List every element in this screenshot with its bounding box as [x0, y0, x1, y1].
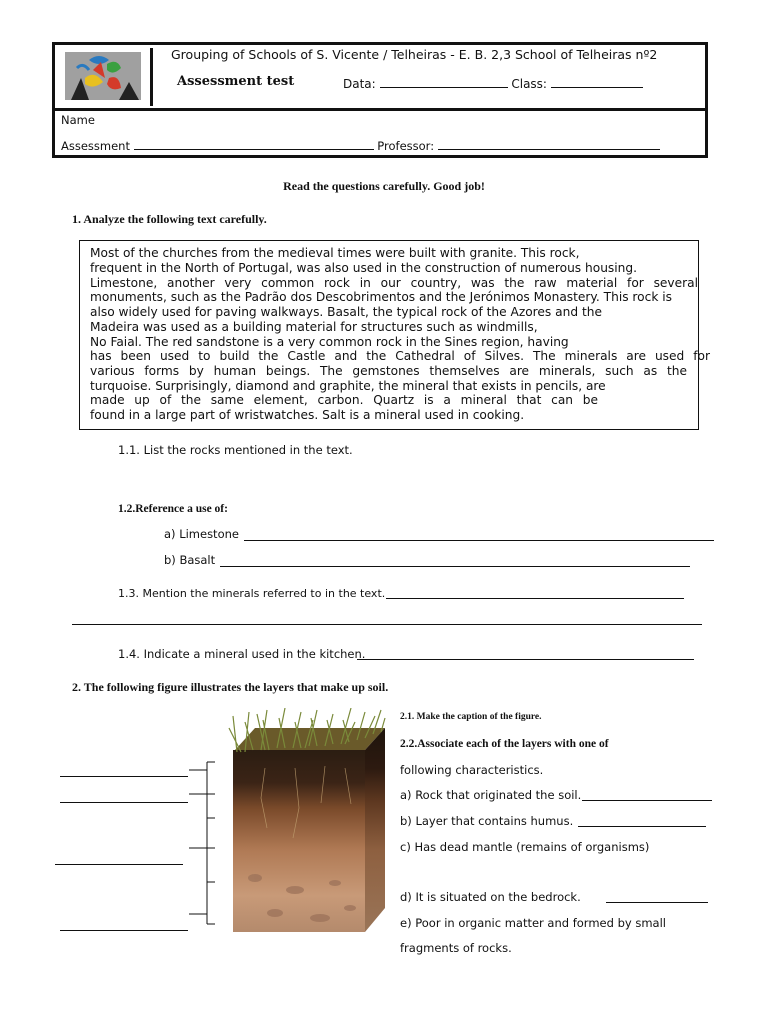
header-top: [55, 45, 705, 111]
date-class-row: [343, 77, 643, 91]
question-1-2a: a) Limestone: [164, 527, 239, 541]
answer-line-1-3[interactable]: [386, 598, 684, 599]
characteristic-c: c) Has dead mantle (remains of organisms): [400, 840, 650, 854]
assessment-field[interactable]: [134, 139, 374, 150]
layer-bracket: [185, 758, 215, 928]
answer-line-1-4[interactable]: [357, 659, 694, 660]
text-line: also widely used for paving walkways. Basalt, the typical rock of the Azores and the: [90, 305, 602, 319]
text-line: has been used to build the Castle and the Cathedral of Silves. The minerals are used for: [90, 349, 710, 363]
question-2-2-cont: following characteristics.: [400, 763, 544, 777]
text-line: Madeira was used as a building material for structures such as windmills,: [90, 320, 538, 334]
assessment-row: [61, 139, 660, 153]
question-1-4: 1.4. Indicate a mineral used in the kitchen.: [118, 647, 366, 661]
question-1-1: 1.1. List the rocks mentioned in the text.: [118, 443, 353, 457]
class-label: Class:: [511, 77, 547, 91]
text-line: monuments, such as the Padrão dos Descobrimentos and the Jerónimos Monastery. This rock is: [90, 290, 672, 304]
question-2-2: 2.2.Associate each of the layers with one of: [400, 738, 609, 750]
answer-line-1-3-extra[interactable]: [72, 624, 702, 625]
text-line: various forms by human beings. The gemstones themselves are minerals, such as the: [90, 364, 687, 378]
text-line: made up of the same element, carbon. Quartz is a mineral that can be: [90, 393, 598, 407]
text-line: No Faial. The red sandstone is a very common rock in the Sines region, having: [90, 335, 569, 349]
answer-line-1-2a[interactable]: [244, 540, 714, 541]
characteristic-e: e) Poor in organic matter and formed by small: [400, 916, 666, 930]
characteristic-d: d) It is situated on the bedrock.: [400, 890, 581, 904]
characteristic-a: a) Rock that originated the soil.: [400, 788, 582, 802]
question-1-3: 1.3. Mention the minerals referred to in the text.: [118, 587, 386, 600]
name-label: Name: [61, 113, 95, 127]
answer-line-a[interactable]: [582, 800, 712, 801]
school-logo: [59, 48, 153, 106]
caption-line-2[interactable]: [60, 802, 188, 803]
professor-field[interactable]: [438, 139, 660, 150]
test-title: Assessment test: [177, 74, 295, 89]
question-1-title: 1. Analyze the following text carefully.: [72, 212, 267, 226]
question-1-2b: b) Basalt: [164, 553, 216, 567]
text-line: found in a large part of wristwatches. Salt is a mineral used in cooking.: [90, 408, 525, 422]
text-line: turquoise. Surprisingly, diamond and graphite, the mineral that exists in pencils, are: [90, 379, 606, 393]
question-2-title: 2. The following figure illustrates the layers that make up soil.: [72, 680, 389, 694]
assessment-label: Assessment: [61, 139, 130, 153]
date-field[interactable]: [380, 77, 508, 88]
header-box: [52, 42, 708, 158]
text-line: frequent in the North of Portugal, was also used in the construction of numerous housing.: [90, 261, 637, 275]
question-1-2: 1.2.Reference a use of:: [118, 503, 228, 515]
date-label: Data:: [343, 77, 376, 91]
caption-line-1[interactable]: [60, 776, 188, 777]
reading-text-box: [79, 240, 710, 430]
answer-line-1-2b[interactable]: [220, 566, 690, 567]
caption-line-3[interactable]: [55, 864, 183, 865]
characteristic-e-cont: fragments of rocks.: [400, 941, 512, 955]
caption-line-4[interactable]: [60, 930, 188, 931]
answer-line-d[interactable]: [606, 902, 708, 903]
text-line: Limestone, another very common rock in our country, was the raw material for several: [90, 276, 698, 290]
text-line: Most of the churches from the medieval times were built with granite. This rock,: [90, 246, 580, 260]
professor-label: Professor:: [377, 139, 435, 153]
question-2-1: 2.1. Make the caption of the figure.: [400, 712, 542, 722]
answer-line-b[interactable]: [578, 826, 706, 827]
class-field[interactable]: [551, 77, 643, 88]
school-name: Grouping of Schools of S. Vicente / Telheiras - E. B. 2,3 School of Telheiras nº2: [171, 47, 658, 62]
school-logo-icon: [59, 48, 147, 104]
instructions: Read the questions carefully. Good job!: [283, 179, 485, 193]
characteristic-b: b) Layer that contains humus.: [400, 814, 574, 828]
soil-profile-image: [205, 708, 387, 938]
